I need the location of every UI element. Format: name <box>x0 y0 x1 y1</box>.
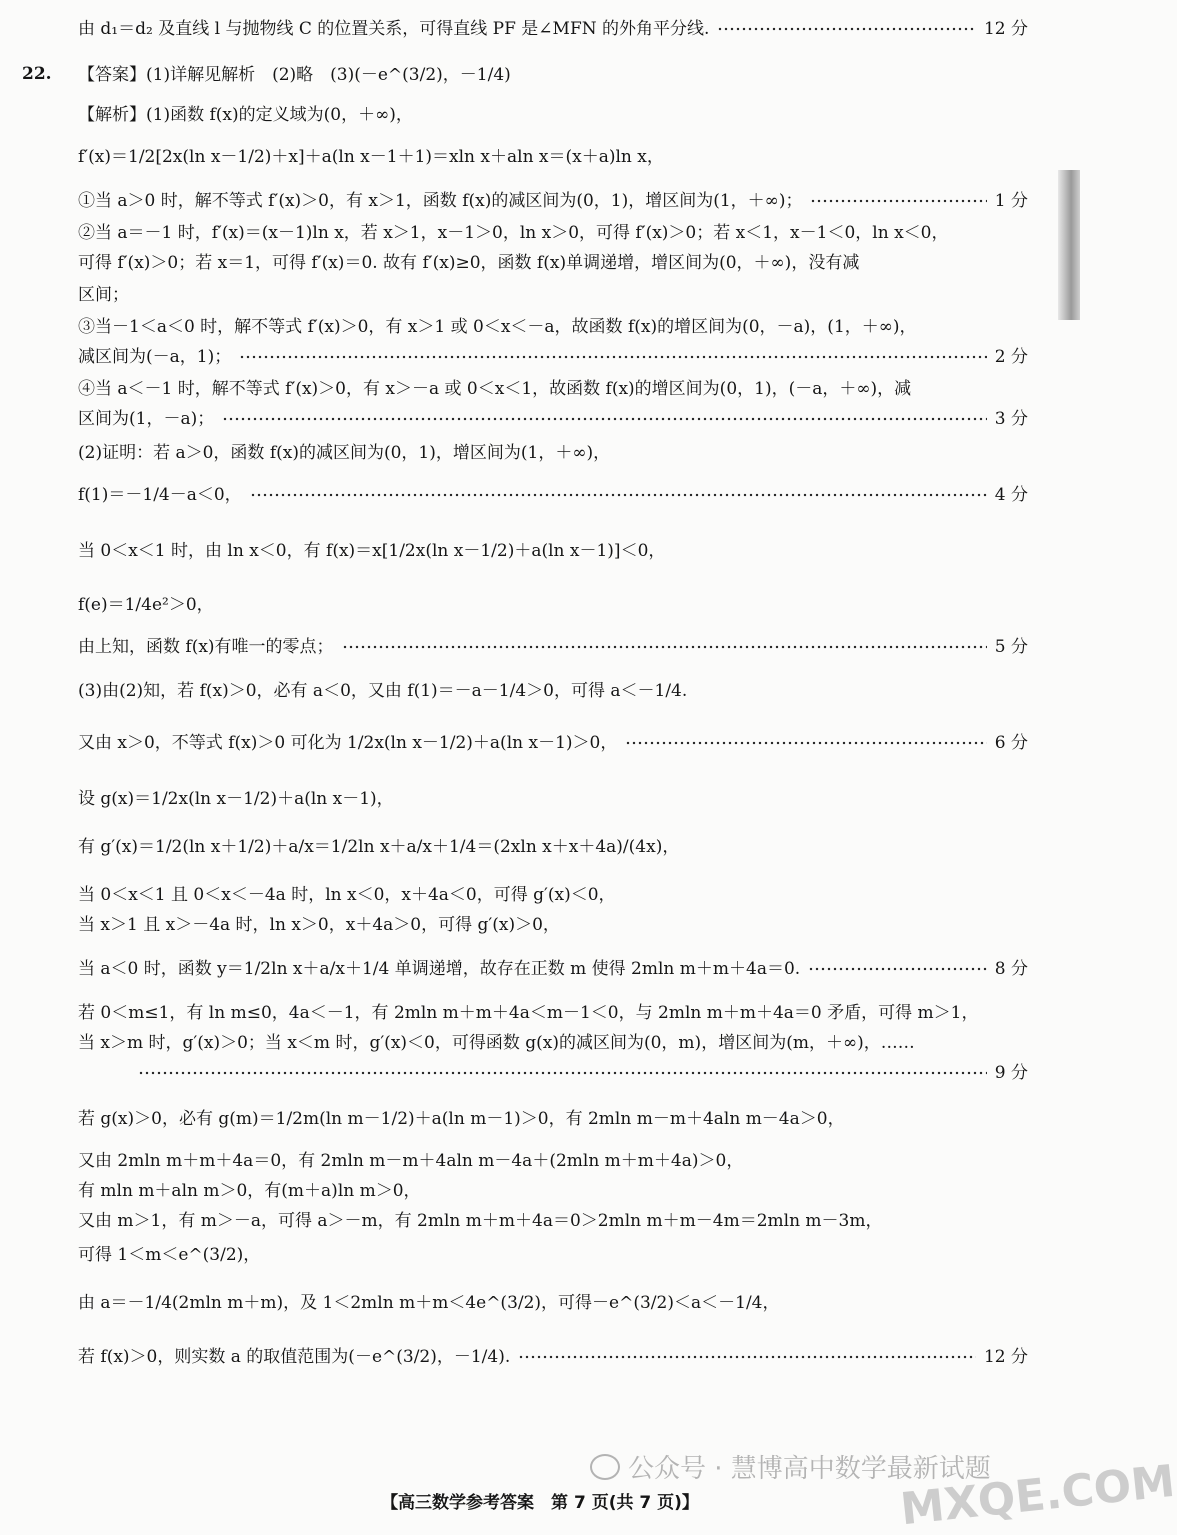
page-footer: 【高三数学参考答案 第 7 页(共 7 页)】 <box>381 1493 699 1513</box>
solution-line <box>78 914 1028 936</box>
wechat-watermark <box>590 1448 991 1485</box>
line-text: 【答案】(1)详解见解析 (2)略 (3)(－e^(3/2)，－1/4) <box>78 65 511 85</box>
line-text: ④当 a＜－1 时，解不等式 f′(x)＞0，有 x＞－a 或 0＜x＜1，故函数 f(x)的增区间为(0，1)，(－a，＋∞)，减 <box>78 379 912 399</box>
site-watermark: MXQE.COM <box>898 1455 1177 1535</box>
line-text: 可得 1＜m＜e^(3/2)， <box>78 1245 261 1265</box>
solution-line <box>78 1292 1028 1314</box>
line-text: 当 x＞m 时，g′(x)＞0；当 x＜m 时，g′(x)＜0，可得函数 g(x)的减区间为(0，m)，增区间为(m，＋∞)，…… <box>78 1033 915 1053</box>
solution-line <box>78 378 1028 400</box>
solution-line <box>78 594 1028 616</box>
line-text: 有 g′(x)＝1/2(ln x＋1/2)＋a/x＝1/2ln x＋a/x＋1/4＝(2xln x＋x＋4a)/(4x)， <box>78 837 680 857</box>
solution-line <box>78 146 1028 168</box>
dot-leader <box>222 417 987 421</box>
solution-line <box>78 540 1028 562</box>
solution-line <box>78 190 1028 212</box>
score-mark: 12 分 <box>983 1347 1028 1367</box>
line-text: 若 0＜m≤1，有 ln m≤0，4a＜－1，有 2mln m＋m＋4a＜m－1＜0，与 2mln m＋m＋4a＝0 矛盾，可得 m＞1， <box>78 1003 979 1023</box>
line-text: 若 g(x)＞0，必有 g(m)＝1/2m(ln m－1/2)＋a(ln m－1)＞0，有 2mln m－m＋4aln m－4a＞0， <box>78 1109 845 1129</box>
solution-line <box>78 958 1028 980</box>
line-text: 若 f(x)＞0，则实数 a 的取值范围为(－e^(3/2)，－1/4). <box>78 1347 511 1367</box>
solution-line <box>78 1210 1028 1232</box>
line-text: (3)由(2)知，若 f(x)＞0，必有 a＜0，又由 f(1)＝－a－1/4＞0，可得 a＜－1/4. <box>78 681 688 701</box>
solution-line <box>78 788 1028 810</box>
solution-line <box>78 1032 1028 1054</box>
line-text: 由 d₁＝d₂ 及直线 l 与抛物线 C 的位置关系，可得直线 PF 是∠MFN 的外角平分线. <box>78 19 710 39</box>
solution-line <box>78 284 1028 306</box>
question-number: 22. <box>22 64 52 84</box>
solution-line <box>78 252 1028 274</box>
score-mark: 3 分 <box>994 409 1028 429</box>
line-text: 当 x＞1 且 x＞－4a 时，ln x＞0，x＋4a＞0，可得 g′(x)＞0， <box>78 915 560 935</box>
line-text: ③当－1＜a＜0 时，解不等式 f′(x)＞0，有 x＞1 或 0＜x＜－a，故函数 f(x)的增区间为(0，－a)，(1，＋∞)， <box>78 317 917 337</box>
solution-line <box>78 732 1028 754</box>
dot-leader <box>518 1355 976 1359</box>
solution-line <box>78 680 1028 702</box>
solution-line <box>78 836 1028 858</box>
score-mark: 12 分 <box>983 19 1028 39</box>
line-text: 又由 m＞1，有 m＞－a，可得 a＞－m，有 2mln m＋m＋4a＝0＞2mln m＋m－4m＝2mln m－3m， <box>78 1211 883 1231</box>
line-text: 由上知，函数 f(x)有唯一的零点； <box>78 637 334 657</box>
solution-line <box>78 408 1028 430</box>
solution-line <box>78 222 1028 244</box>
solution-line <box>78 1150 1028 1172</box>
watermark-text: 公众号 · 慧博高中数学最新试题 <box>628 1454 991 1484</box>
dot-leader <box>239 355 987 359</box>
line-text: 又由 x＞0，不等式 f(x)＞0 可化为 1/2x(ln x－1/2)＋a(ln x－1)＞0， <box>78 733 618 753</box>
solution-line <box>78 442 1028 464</box>
line-text: f(e)＝1/4e²＞0， <box>78 595 214 615</box>
wechat-icon <box>590 1454 620 1480</box>
solution-line <box>78 64 1028 86</box>
solution-line <box>78 1108 1028 1130</box>
line-text: 设 g(x)＝1/2x(ln x－1/2)＋a(ln x－1)， <box>78 789 394 809</box>
solution-line <box>78 636 1028 658</box>
dot-leader <box>717 27 976 31</box>
line-text: 当 a＜0 时，函数 y＝1/2ln x＋a/x＋1/4 单调递增，故存在正数 m 使得 2mln m＋m＋4a＝0. <box>78 959 801 979</box>
score-mark: 5 分 <box>994 637 1028 657</box>
line-text: 区间； <box>78 285 129 305</box>
score-mark: 1 分 <box>994 191 1028 211</box>
solution-line <box>78 884 1028 906</box>
line-text: 区间为(1，－a)； <box>78 409 215 429</box>
solution-line <box>78 316 1028 338</box>
dot-leader <box>808 967 987 971</box>
solution-line <box>78 104 1028 126</box>
line-text: 可得 f′(x)＞0；若 x＝1，可得 f′(x)＝0. 故有 f′(x)≥0，函数 f(x)单调递增，增区间为(0，＋∞)，没有减 <box>78 253 860 273</box>
line-text: 当 0＜x＜1 且 0＜x＜－4a 时，ln x＜0，x＋4a＜0，可得 g′(x)＜0， <box>78 885 616 905</box>
line-text: 又由 2mln m＋m＋4a＝0，有 2mln m－m＋4aln m－4a＋(2mln m＋m＋4a)＞0， <box>78 1151 744 1171</box>
solution-line <box>130 1062 1028 1084</box>
score-mark: 4 分 <box>994 485 1028 505</box>
line-text: 【解析】(1)函数 f(x)的定义域为(0，＋∞)， <box>78 105 413 125</box>
score-mark: 9 分 <box>994 1063 1028 1083</box>
solution-line <box>78 1002 1028 1024</box>
line-text: 减区间为(－a，1)； <box>78 347 232 367</box>
score-mark: 8 分 <box>994 959 1028 979</box>
dot-leader <box>138 1071 987 1075</box>
solution-line <box>78 1244 1028 1266</box>
solution-line <box>78 346 1028 368</box>
line-text: 当 0＜x＜1 时，由 ln x＜0，有 f(x)＝x[1/2x(ln x－1/2)＋a(ln x－1)]＜0， <box>78 541 666 561</box>
scan-edge-strip <box>1058 170 1080 320</box>
dot-leader <box>625 741 986 745</box>
line-text: 有 mln m＋aln m＞0，有(m＋a)ln m＞0， <box>78 1181 421 1201</box>
dot-leader <box>342 645 987 649</box>
score-mark: 6 分 <box>994 733 1028 753</box>
line-text: (2)证明：若 a＞0，函数 f(x)的减区间为(0，1)，增区间为(1，＋∞)， <box>78 443 611 463</box>
line-text: f(1)＝－1/4－a＜0， <box>78 485 242 505</box>
line-text: ②当 a＝－1 时，f′(x)＝(x－1)ln x，若 x＞1，x－1＞0，ln x＞0，可得 f′(x)＞0；若 x＜1，x－1＜0，ln x＜0， <box>78 223 949 243</box>
line-text: f′(x)＝1/2[2x(ln x－1/2)＋x]＋a(ln x－1＋1)＝xln x＋aln x＝(x＋a)ln x， <box>78 147 664 167</box>
line-text: 由 a＝－1/4(2mln m＋m)，及 1＜2mln m＋m＜4e^(3/2)，可得－e^(3/2)＜a＜－1/4， <box>78 1293 780 1313</box>
solution-line <box>78 18 1028 40</box>
line-text: ①当 a＞0 时，解不等式 f′(x)＞0，有 x＞1，函数 f(x)的减区间为(0，1)，增区间为(1，＋∞)； <box>78 191 803 211</box>
dot-leader <box>250 493 987 497</box>
solution-line <box>78 1346 1028 1368</box>
solution-line <box>78 1180 1028 1202</box>
solution-line <box>78 484 1028 506</box>
dot-leader <box>810 199 986 203</box>
score-mark: 2 分 <box>994 347 1028 367</box>
